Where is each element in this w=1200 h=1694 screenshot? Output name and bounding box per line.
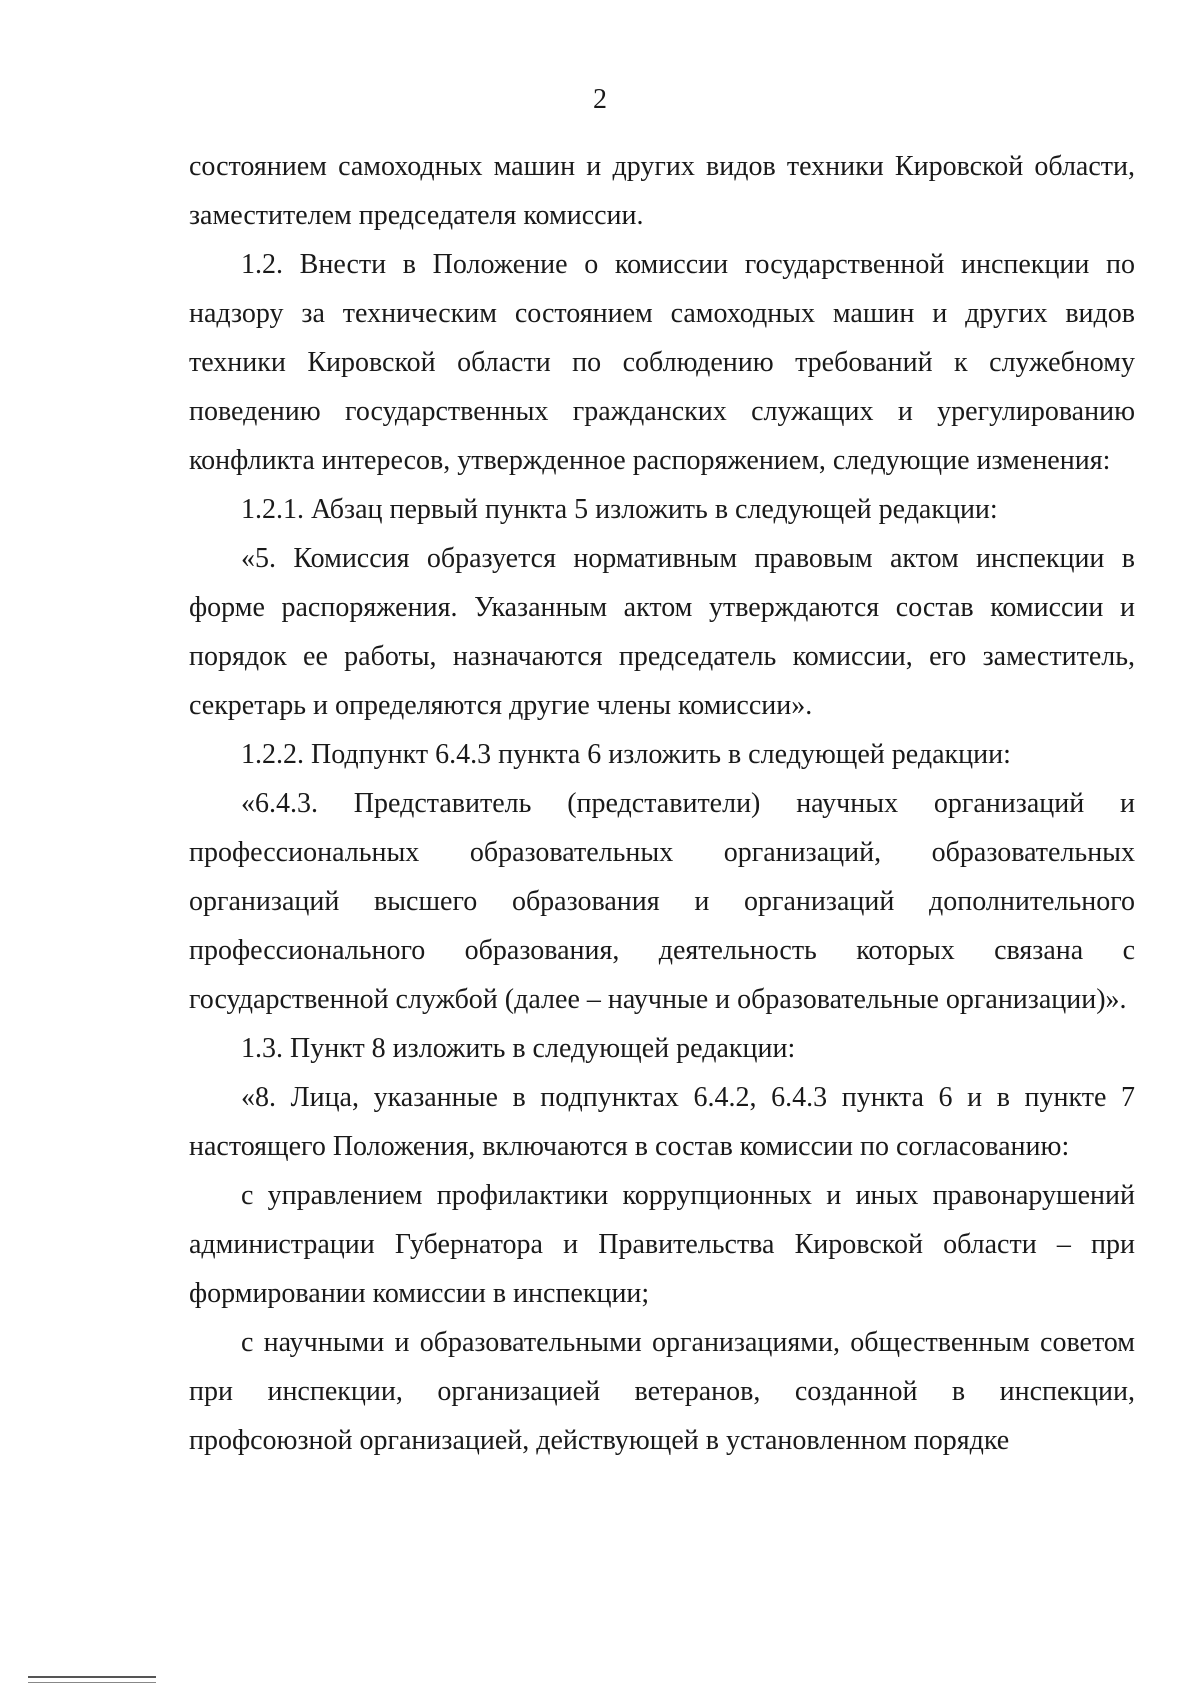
scan-edge-mark xyxy=(28,1676,156,1683)
paragraph-1-2: 1.2. Внести в Положение о комиссии государственной инспекции по надзору за техническим состоянием самоходных машин и других видов техники Кировской области по соблюдению требований к служебному поведению государственных гражданских служащих и урегулированию конфликта интересов, утвержденное распоряжением, следующие изменения: xyxy=(189,249,1135,476)
paragraph-1-2-1: 1.2.1. Абзац первый пункта 5 изложить в следующей редакции: xyxy=(241,494,998,525)
paragraph-item-6-4-3: «6.4.3. Представитель (представители) научных организаций и профессиональных образовательных организаций, образовательных организаций высшего образования и организаций дополнительного профессионального образования, деятельность которых связана с государственной службой (далее – научные и образовательные организации)». xyxy=(189,788,1135,1015)
paragraph-agreement-organizations: с научными и образовательными организациями, общественным советом при инспекции, организацией ветеранов, созданной в инспекции, профсоюзной организацией, действующей в установленном порядке xyxy=(189,1327,1135,1456)
paragraph-item-5: «5. Комиссия образуется нормативным правовым актом инспекции в форме распоряжения. Указанным актом утверждаются состав комиссии и порядок ее работы, назначаются председатель комиссии, его заместитель, секретарь и определяются другие члены комиссии». xyxy=(189,543,1135,721)
paragraph-item-8: «8. Лица, указанные в подпунктах 6.4.2, 6.4.3 пункта 6 и в пункте 7 настоящего Положения, включаются в состав комиссии по согласованию: xyxy=(189,1082,1135,1162)
paragraph-1-2-2: 1.2.2. Подпункт 6.4.3 пункта 6 изложить в следующей редакции: xyxy=(241,739,1011,770)
paragraph-1-3: 1.3. Пункт 8 изложить в следующей редакции: xyxy=(241,1033,796,1064)
paragraph-agreement-administration: с управлением профилактики коррупционных и иных правонарушений администрации Губернатора и Правительства Кировской области – при формировании комиссии в инспекции; xyxy=(189,1180,1135,1309)
paragraph-continuation: состоянием самоходных машин и других видов техники Кировской области, заместителем председателя комиссии. xyxy=(189,151,1135,231)
document-body xyxy=(189,142,1135,1465)
page-number: 2 xyxy=(593,84,607,115)
